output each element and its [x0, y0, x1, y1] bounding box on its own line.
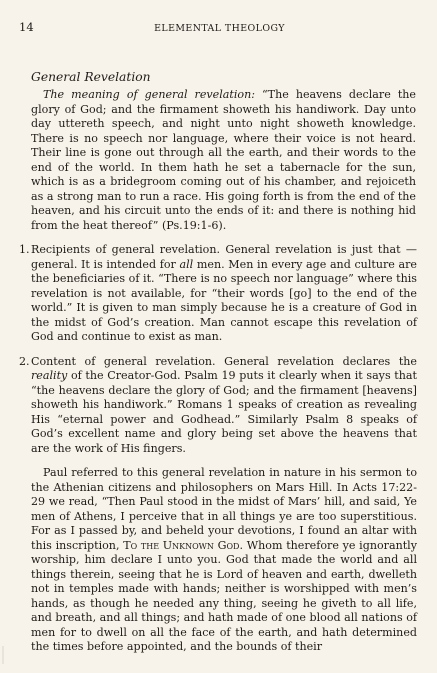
- numbered-list: [19, 243, 419, 456]
- running-header: [19, 20, 419, 36]
- list-item-number: 2.: [19, 354, 30, 368]
- running-title: ELEMENTAL THEOLOGY: [154, 23, 285, 34]
- list-item-text-part: Content of general revelation. General revelation declares the: [31, 354, 417, 368]
- page-number: 14: [19, 20, 34, 34]
- continuation-text-end: . Whom therefore ye ignorantly worship, him declare I unto you. God that made the world and all things therein, seeing that he is Lord of heaven and earth, dwelleth not in temples made with hands; neither is worshipped with men’s hands, as though he needed any thing, seeing he giveth to all life, and breath, and all things; and hath made of one blood all nations of men for to dwell on all the face of the earth, and hath determined the times before appointed, and the bounds of their: [31, 538, 417, 653]
- continuation-paragraph: [31, 466, 417, 655]
- intro-lead: The meaning of general revelation:: [43, 88, 255, 101]
- list-item: [19, 355, 419, 457]
- list-item-number: 1.: [19, 243, 30, 256]
- list-item-text: [31, 243, 417, 345]
- continuation-text: Paul referred to this general revelation in nature in his sermon to the Athenian citizens and philosophers on Mars Hill. In Acts 17:22-29 we read, “Then Paul stood in the midst of Mars’ hill, and said, Ye men of Athens, I perceive that in all things ye are too superstitious. For as I passed by, and beheld your devotions, I found an altar with this inscription,: [31, 466, 417, 552]
- list-item-emphasis: all: [179, 257, 194, 271]
- list-item-text-part: men. Men in every age and culture are the beneficiaries of it. “There is no speech nor language” where this revelation is not available, for “their words [go] to the end of the world.” It is given to man simply because he is a creature of God in the midst of God’s creation. Man cannot escape this revelation of God and continue to exist as man.: [31, 257, 417, 343]
- list-item-text-part: of the Creator-God. Psalm 19 puts it clearly when it says that “the heavens declare the glory of God; and the firmament [heavens] showeth his handiwork.” Romans 1 speaks of creation as revealing His “eternal power and Godhead.” Similarly Psalm 8 speaks of God’s excellent name and glory being set above the heavens that are the work of His fingers.: [31, 369, 417, 455]
- list-item-emphasis: reality: [31, 369, 68, 382]
- list-item-text-part: Recipients of general revelation. General revelation is just that — general. It is intended for: [31, 243, 417, 271]
- intro-text: “The heavens declare the glory of God; and the firmament showeth his handiwork. Day unto day uttereth speech, and night unto night showeth knowledge. There is no speech nor language, where their voice is not heard. Their line is gone out through all the earth, and their words to the end of the world. In them hath he set a tabernacle for the sun, which is as a bridegroom coming out of his chamber, and rejoiceth as a strong man to run a race. His going forth is from the end of the heaven, and his circuit unto the ends of it: and there is nothing hid from the heat thereof” (Ps.19:1-6).: [31, 88, 416, 232]
- page-body: [19, 88, 419, 655]
- intro-paragraph: [31, 88, 416, 233]
- section-heading: General Revelation: [31, 70, 151, 84]
- list-item-text: [31, 355, 417, 457]
- inscription-small-caps: To the Unknown God: [123, 538, 240, 552]
- list-item: [19, 243, 419, 345]
- page-edge-shadow: [2, 646, 4, 664]
